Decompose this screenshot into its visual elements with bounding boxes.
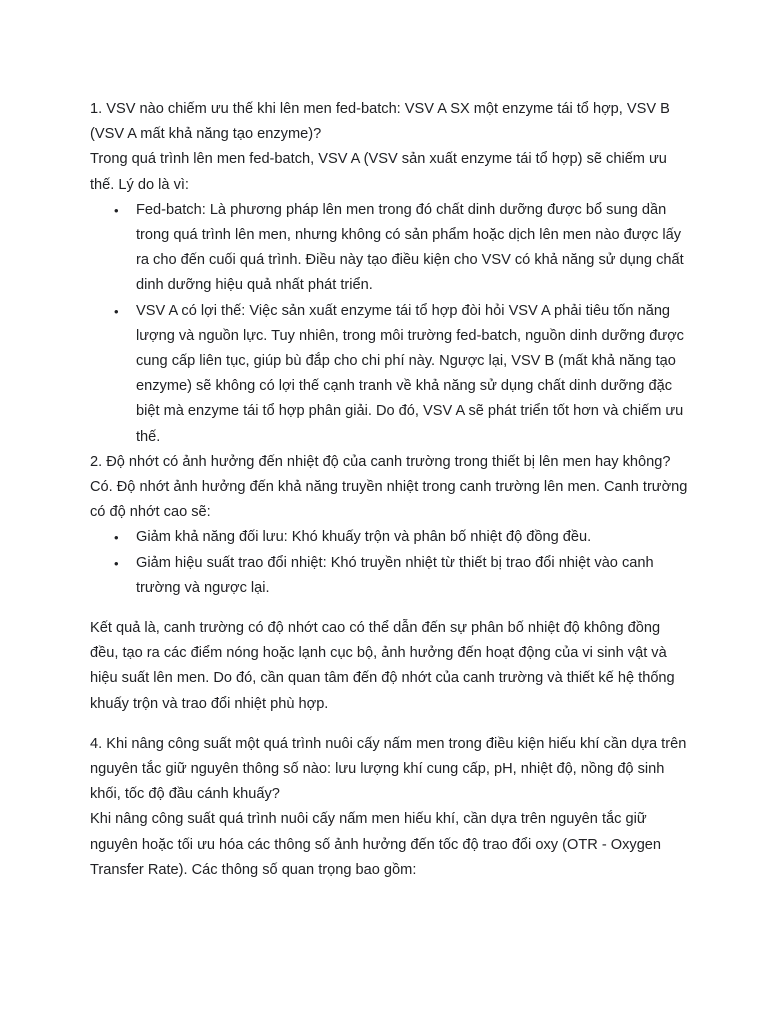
question-2: 2. Độ nhớt có ảnh hưởng đến nhiệt độ của canh trường trong thiết bị lên men hay không? [90, 453, 671, 470]
list-item: • VSV A có lợi thế: Việc sản xuất enzyme tái tổ hợp đòi hỏi VSV A phải tiêu tốn năng lượng và nguồn lực. Tuy nhiên, trong môi trường fed-batch, nguồn dinh dưỡng được cung cấp liên tục, giúp bù đắp cho chi phí này. Ngược lại, VSV B (mất khả năng tạo enzyme) sẽ không có lợi thế cạnh tranh về khả năng sử dụng chất dinh dưỡng đặc biệt mà enzyme tái tổ hợp phân giải. Do đó, VSV A sẽ phát triển tốt hơn và chiếm ưu thế. [136, 299, 690, 450]
answer-2-list [90, 525, 690, 601]
spacer [90, 717, 690, 732]
answer-1-list [90, 198, 690, 450]
conclusion-2: Kết quả là, canh trường có độ nhớt cao có thể dẫn đến sự phân bố nhiệt độ không đồng đều, tạo ra các điểm nóng hoặc lạnh cục bộ, ảnh hưởng đến hoạt động của vi sinh vật và hiệu suất lên men. Do đó, cần quan tâm đến độ nhớt của canh trường và thiết kế hệ thống khuấy trộn và trao đổi nhiệt phù hợp. [90, 620, 675, 712]
spacer [90, 601, 690, 616]
answer-2: Có. Độ nhớt ảnh hưởng đến khả năng truyền nhiệt trong canh trường lên men. Canh trường có độ nhớt cao sẽ: [90, 479, 688, 521]
list-item: • Giảm khả năng đối lưu: Khó khuấy trộn và phân bố nhiệt độ đồng đều. [136, 525, 690, 550]
list-item: • Giảm hiệu suất trao đổi nhiệt: Khó truyền nhiệt từ thiết bị trao đổi nhiệt vào canh trường và ngược lại. [136, 551, 690, 601]
question-1: 1. VSV nào chiếm ưu thế khi lên men fed-batch: VSV A SX một enzyme tái tổ hợp, VSV B (VSV A mất khả năng tạo enzyme)? [90, 101, 670, 143]
document-body [90, 97, 690, 883]
answer-4: Khi nâng công suất quá trình nuôi cấy nấm men hiếu khí, cần dựa trên nguyên tắc giữ nguyên hoặc tối ưu hóa các thông số ảnh hưởng đến tốc độ trao đổi oxy (OTR - Oxygen Transfer Rate). Các thông số quan trọng bao gồm: [90, 811, 662, 878]
answer-1: Trong quá trình lên men fed-batch, VSV A (VSV sản xuất enzyme tái tổ hợp) sẽ chiếm ưu thế. Lý do là vì: [90, 151, 667, 193]
question-4: 4. Khi nâng công suất một quá trình nuôi cấy nấm men trong điều kiện hiếu khí cần dựa trên nguyên tắc giữ nguyên thông số nào: lưu lượng khí cung cấp, pH, nhiệt độ, nồng độ sinh khối, tốc độ đầu cánh khuấy? [90, 735, 687, 803]
list-item: • Fed-batch: Là phương pháp lên men trong đó chất dinh dưỡng được bổ sung dần trong quá trình lên men, nhưng không có sản phẩm hoặc dịch lên men nào được lấy ra cho đến cuối quá trình. Điều này tạo điều kiện cho VSV có khả năng sử dụng chất dinh dưỡng hiệu quả nhất phát triển. [136, 198, 690, 299]
